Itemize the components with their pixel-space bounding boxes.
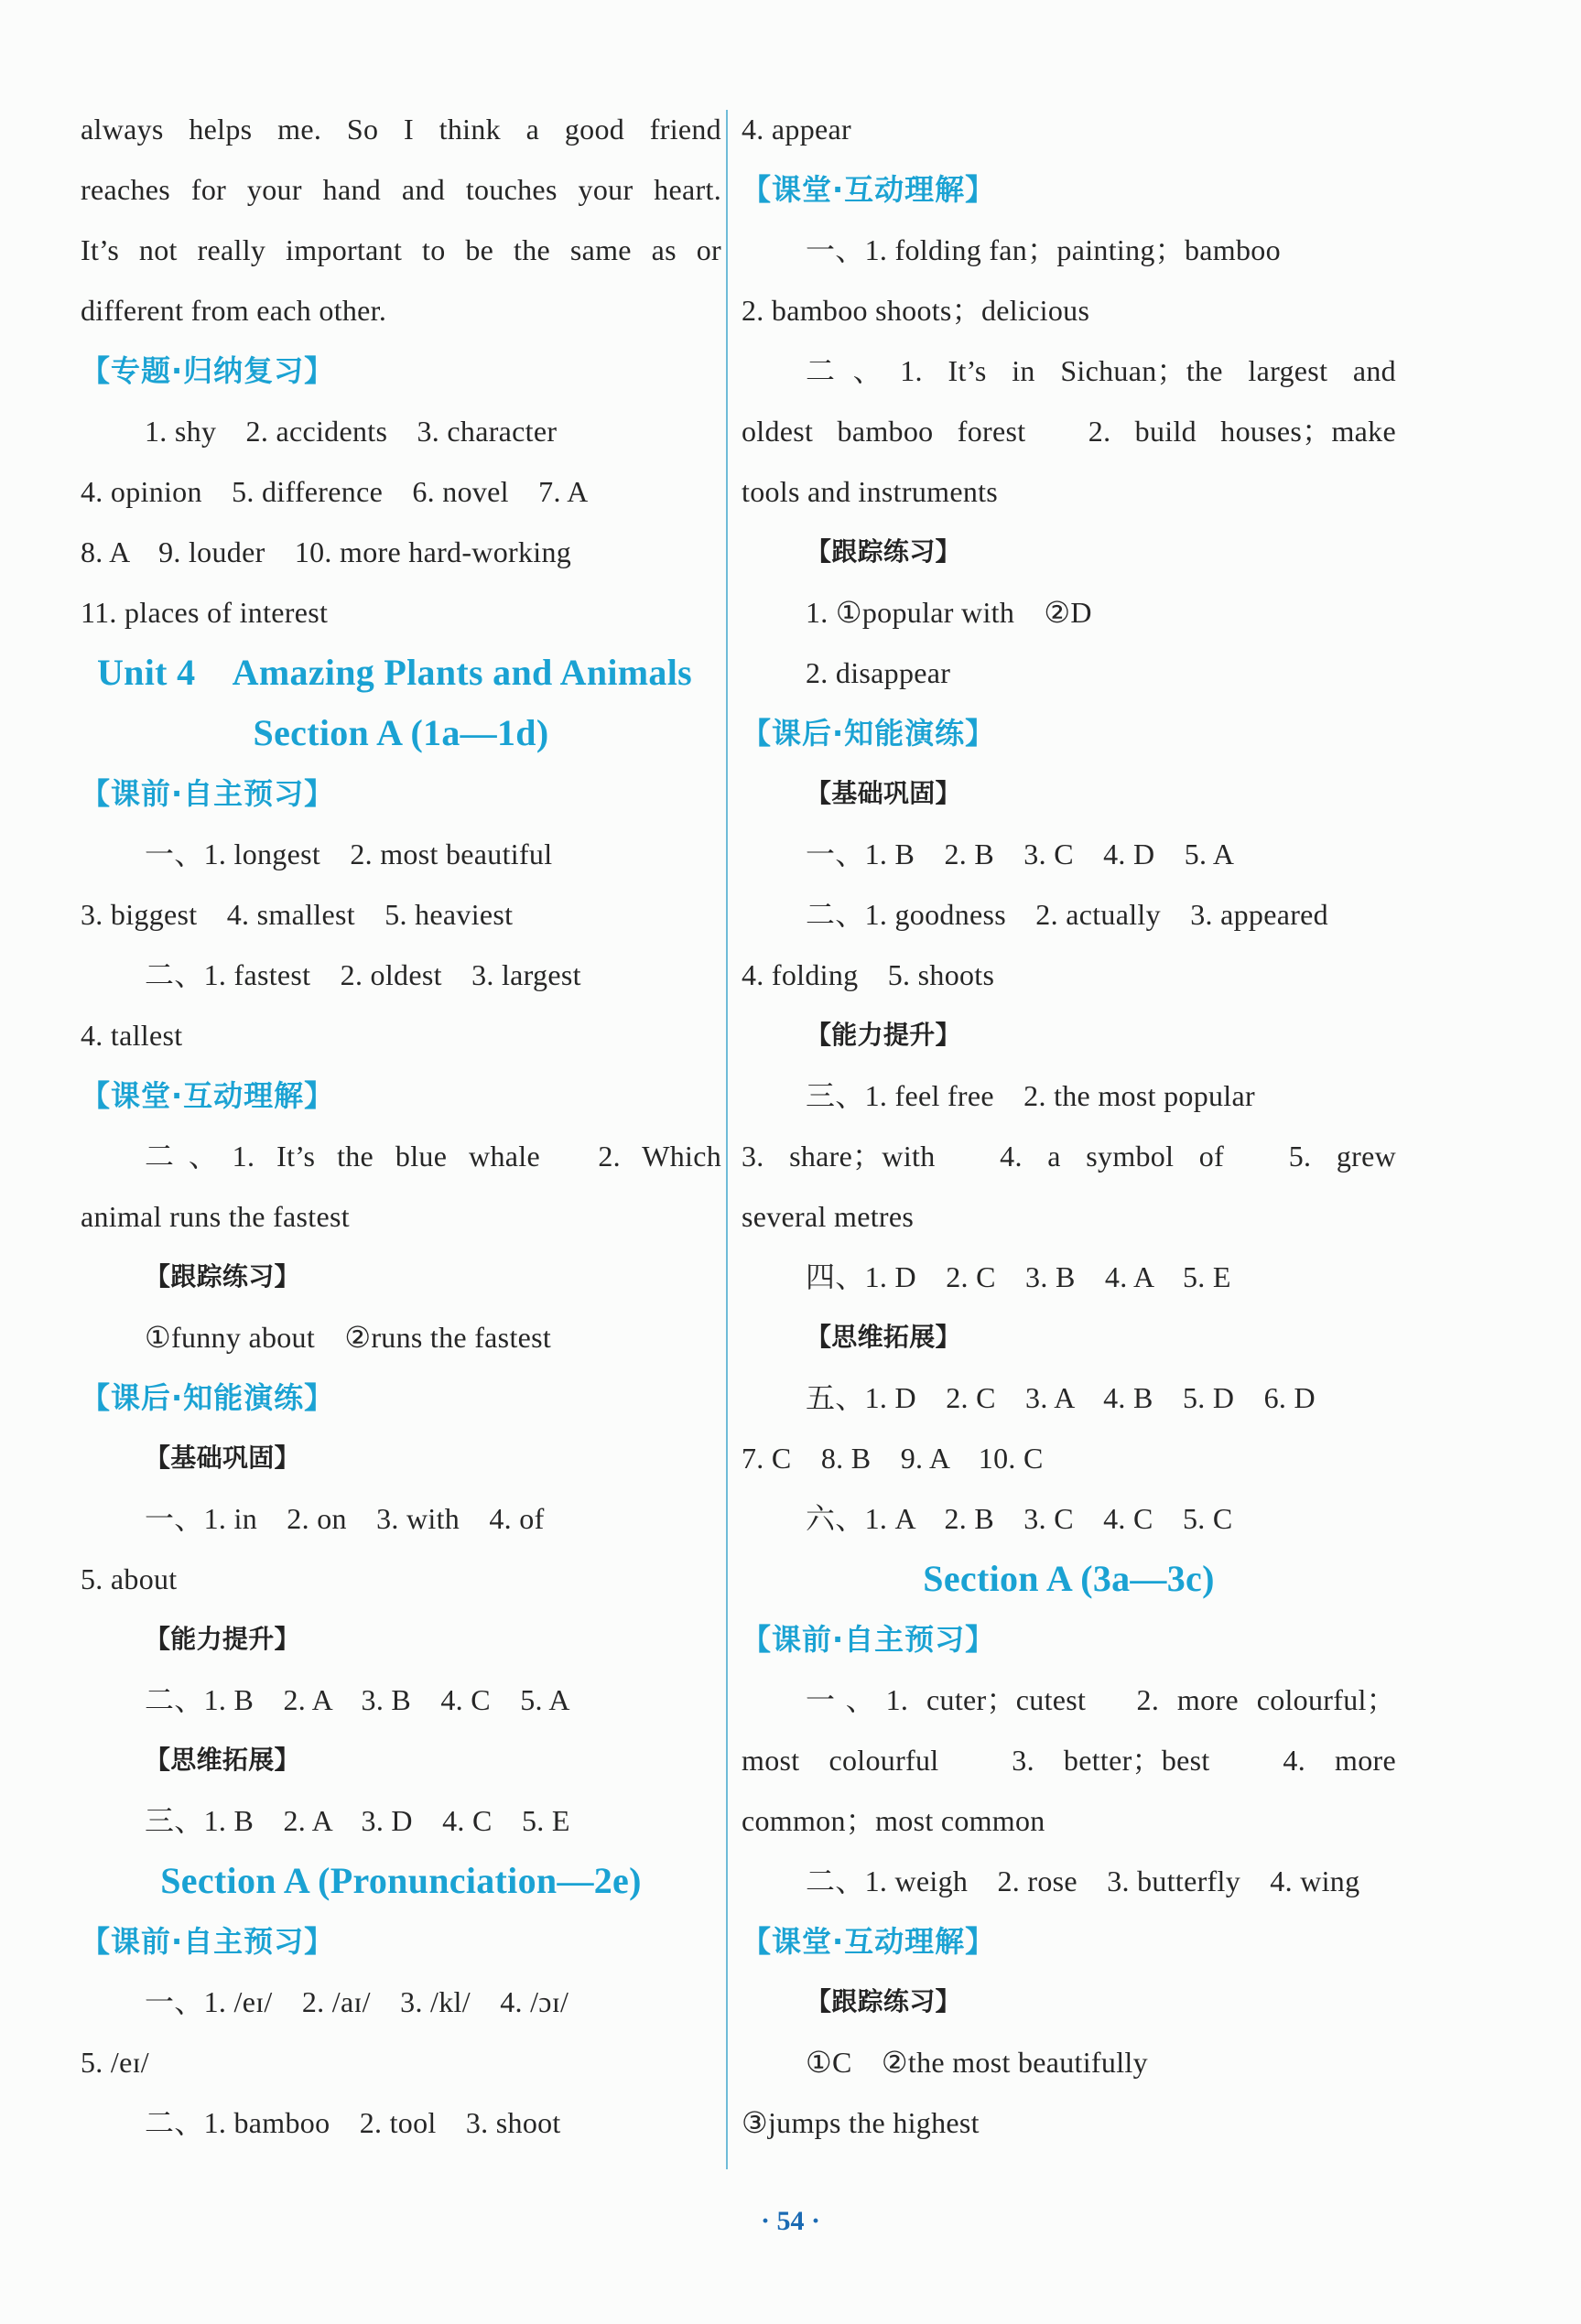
- answer-line: 7. C 8. B 9. A 10. C: [742, 1442, 1044, 1475]
- answer-line: 四、1. D 2. C 3. B 4. A 5. E: [806, 1260, 1231, 1293]
- answer-line: 一、1. longest 2. most beautiful: [145, 838, 553, 870]
- answer-line: reaches for your hand and touches your heart.: [81, 173, 721, 206]
- answer-line: 5. about: [81, 1562, 178, 1595]
- section-title: Section A (Pronunciation—2e): [160, 1860, 642, 1901]
- answer-line: 二、1. B 2. A 3. B 4. C 5. A: [145, 1683, 570, 1716]
- answer-line: 4. folding 5. shoots: [742, 958, 995, 991]
- answer-line: 三、1. feel free 2. the most popular: [806, 1079, 1255, 1112]
- answer-line: 三、1. B 2. A 3. D 4. C 5. E: [145, 1804, 570, 1837]
- answer-line: animal runs the fastest: [81, 1200, 350, 1233]
- subsection-heading: 【能力提升】: [806, 1020, 961, 1050]
- answer-line: 一、1. in 2. on 3. with 4. of: [145, 1502, 545, 1535]
- answer-line: 一、1. B 2. B 3. C 4. D 5. A: [806, 838, 1235, 870]
- answer-line: It’s not really important to be the same as or: [81, 233, 721, 266]
- subsection-heading: 【基础巩固】: [145, 1443, 300, 1473]
- section-title: Section A (1a—1d): [253, 712, 549, 753]
- answer-line: oldest bamboo forest 2. build houses；make: [742, 415, 1396, 448]
- section-heading: 【课前·自主预习】: [81, 776, 335, 811]
- answer-line: 4. opinion 5. difference 6. novel 7. A: [81, 475, 589, 508]
- answer-line: 8. A 9. louder 10. more hard-working: [81, 535, 572, 568]
- answer-line: tools and instruments: [742, 475, 999, 508]
- answer-line: 5. /eɪ/: [81, 2046, 149, 2079]
- left-column: [81, 99, 721, 2153]
- answer-line: 2. disappear: [806, 656, 951, 689]
- section-heading: 【专题·归纳复习】: [81, 353, 335, 388]
- answer-line: always helps me. So I think a good friend: [81, 113, 721, 146]
- answer-line: 二、1. weigh 2. rose 3. butterfly 4. wing: [806, 1865, 1360, 1897]
- answer-line: ③jumps the highest: [742, 2106, 980, 2139]
- answer-line: 4. appear: [742, 113, 851, 146]
- page-number: · 54 ·: [760, 2206, 820, 2236]
- subsection-heading: 【能力提升】: [145, 1624, 300, 1654]
- answer-line: 3. share；with 4. a symbol of 5. grew: [742, 1140, 1396, 1173]
- answer-line: 11. places of interest: [81, 596, 329, 629]
- section-heading: 【课后·知能演练】: [742, 716, 996, 751]
- answer-line: 五、1. D 2. C 3. A 4. B 5. D 6. D: [806, 1381, 1316, 1414]
- answer-line: 一、1. /eɪ/ 2. /aɪ/ 3. /kl/ 4. /ɔɪ/: [145, 1985, 569, 2018]
- answer-line: ①funny about ②runs the fastest: [145, 1321, 552, 1354]
- section-heading: 【课堂·互动理解】: [742, 1924, 996, 1959]
- answer-line: 二、1. fastest 2. oldest 3. largest: [145, 958, 581, 991]
- answer-line: 4. tallest: [81, 1019, 183, 1052]
- answer-line: 一、1. cuter；cutest 2. more colourful；: [806, 1683, 1396, 1716]
- subsection-heading: 【跟踪练习】: [806, 1986, 961, 2016]
- answer-line: 一、1. folding fan；painting；bamboo: [806, 233, 1281, 266]
- answer-line: 二、1. It’s the blue whale 2. Which: [145, 1140, 721, 1173]
- subsection-heading: 【思维拓展】: [145, 1745, 300, 1775]
- section-title: Section A (3a—3c): [923, 1558, 1215, 1599]
- subsection-heading: 【基础巩固】: [806, 778, 961, 808]
- answer-line: several metres: [742, 1200, 915, 1233]
- answer-line: 2. bamboo shoots；delicious: [742, 294, 1090, 327]
- answer-line: 二、1. goodness 2. actually 3. appeared: [806, 898, 1328, 931]
- subsection-heading: 【跟踪练习】: [806, 536, 961, 567]
- answer-line: most colourful 3. better；best 4. more: [742, 1744, 1396, 1777]
- answer-line: common；most common: [742, 1804, 1045, 1837]
- section-heading: 【课前·自主预习】: [81, 1924, 335, 1959]
- right-column: [742, 99, 1396, 2153]
- answer-line: 3. biggest 4. smallest 5. heaviest: [81, 898, 514, 931]
- answer-line: ①C ②the most beautifully: [806, 2046, 1148, 2079]
- answer-line: 六、1. A 2. B 3. C 4. C 5. C: [806, 1502, 1233, 1535]
- answer-line: 1. ①popular with ②D: [806, 596, 1092, 629]
- section-heading: 【课堂·互动理解】: [742, 172, 996, 207]
- unit-title: Unit 4 Amazing Plants and Animals: [97, 652, 692, 693]
- section-heading: 【课后·知能演练】: [81, 1380, 335, 1415]
- answer-line: 二、1. It’s in Sichuan；the largest and: [806, 354, 1396, 387]
- subsection-heading: 【跟踪练习】: [145, 1261, 300, 1292]
- answer-line: 二、1. bamboo 2. tool 3. shoot: [145, 2106, 561, 2139]
- column-divider: [726, 110, 728, 2169]
- section-heading: 【课堂·互动理解】: [81, 1078, 335, 1113]
- answer-line: 1. shy 2. accidents 3. character: [145, 415, 558, 448]
- subsection-heading: 【思维拓展】: [806, 1322, 961, 1352]
- section-heading: 【课前·自主预习】: [742, 1622, 996, 1657]
- answer-line: different from each other.: [81, 294, 387, 327]
